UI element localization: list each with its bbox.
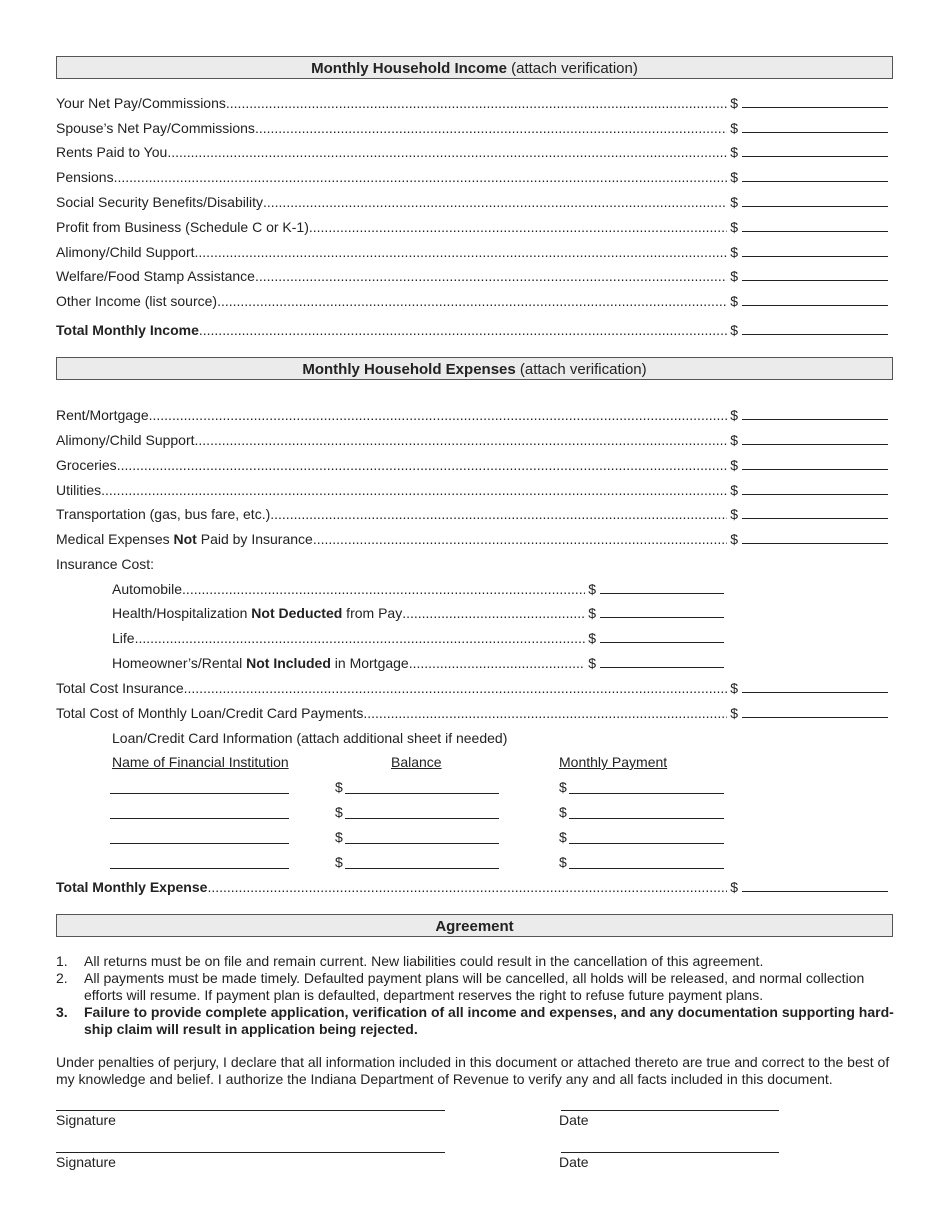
payment-field[interactable] — [569, 818, 724, 819]
agreement-item: 3. Failure to provide complete application, verification of all income and expenses, and any documentation supporting hard-ship claim will result in application being rejected. — [56, 1004, 894, 1037]
insurance-cost-label: Insurance Cost: — [56, 556, 155, 572]
expense-amount-field[interactable] — [742, 456, 888, 470]
balance-field[interactable] — [345, 818, 499, 819]
income-row: Other Income (list source) ..... $ — [56, 292, 888, 310]
institution-field[interactable] — [110, 868, 289, 869]
expense-row: Groceries ..... $ — [56, 456, 888, 474]
total-income-field[interactable] — [742, 321, 888, 335]
income-section-header — [56, 56, 893, 79]
insurance-amount-field[interactable] — [600, 604, 724, 618]
expenses-section-header — [56, 357, 893, 380]
agreement-header-title: Agreement — [435, 918, 514, 935]
col-institution-header: Name of Financial Institution — [112, 754, 289, 770]
insurance-row: Life ..... $ — [112, 629, 724, 647]
expense-amount-field[interactable] — [742, 481, 888, 495]
total-loan-field[interactable] — [742, 704, 888, 718]
income-amount-field[interactable] — [742, 292, 888, 306]
expense-amount-field[interactable] — [742, 505, 888, 519]
loan-info-label: Loan/Credit Card Information (attach additional sheet if needed) — [112, 730, 508, 746]
insurance-label: Automobile — [112, 581, 183, 597]
institution-field[interactable] — [110, 793, 289, 794]
perjury-declaration: Under penalties of perjury, I declare that all information included in this document or attached thereto are true and correct to the best of my knowledge and belief. I authorize the Indiana Department of Revenue to verify any and all facts included in this document. — [56, 1054, 890, 1087]
agreement-item: 1. All returns must be on file and remain current. New liabilities could result in the cancellation of this agreement. — [56, 953, 764, 969]
income-label: Pensions — [56, 169, 114, 185]
income-label: Welfare/Food Stamp Assistance — [56, 268, 255, 284]
expenses-header-note: (attach verification) — [515, 361, 647, 378]
total-expense-label: Total Monthly Expense — [56, 879, 208, 895]
income-amount-field[interactable] — [742, 267, 888, 281]
total-expense-row: Total Monthly Expense ..... $ — [56, 878, 888, 896]
expense-amount-field[interactable] — [742, 530, 888, 544]
balance-field[interactable] — [345, 843, 499, 844]
payment-field[interactable] — [569, 843, 724, 844]
income-amount-field[interactable] — [742, 143, 888, 157]
insurance-amount-field[interactable] — [600, 580, 724, 594]
col-payment-header: Monthly Payment — [559, 754, 668, 770]
expense-amount-field[interactable] — [742, 406, 888, 420]
date-line[interactable] — [561, 1152, 779, 1153]
income-row: Spouse’s Net Pay/Commissions ..... $ — [56, 119, 888, 137]
insurance-row: Homeowner’s/Rental Not Included in Mortgage ..... $ — [112, 654, 724, 672]
institution-field[interactable] — [110, 843, 289, 844]
balance-field[interactable] — [345, 793, 499, 794]
income-amount-field[interactable] — [742, 94, 888, 108]
expense-amount-field[interactable] — [742, 431, 888, 445]
expenses-header-title: Monthly Household Expenses — [302, 361, 516, 378]
insurance-row: Health/Hospitalization Not Deducted from Pay ..... $ — [112, 604, 724, 622]
income-label: Your Net Pay/Commissions — [56, 95, 226, 111]
expense-label: Rent/Mortgage — [56, 407, 149, 423]
date-label: Date — [559, 1154, 589, 1170]
insurance-label: Health/Hospitalization Not Deducted from Pay — [112, 605, 403, 621]
income-row: Social Security Benefits/Disability ..... $ — [56, 193, 888, 211]
total-loan-label: Total Cost of Monthly Loan/Credit Card Payments — [56, 705, 364, 721]
signature-label: Signature — [56, 1112, 116, 1128]
income-header-note: (attach verification) — [506, 60, 638, 77]
expense-row: Transportation (gas, bus fare, etc.) ..... $ — [56, 505, 888, 523]
expense-label: Alimony/Child Support — [56, 432, 195, 448]
income-row: Rents Paid to You ..... $ — [56, 143, 888, 161]
income-row: Profit from Business (Schedule C or K-1) ..... $ — [56, 218, 888, 236]
income-amount-field[interactable] — [742, 168, 888, 182]
income-label: Alimony/Child Support — [56, 244, 195, 260]
total-expense-field[interactable] — [742, 878, 888, 892]
expense-label: Groceries — [56, 457, 117, 473]
agreement-item: 2. All payments must be made timely. Defaulted payment plans will be cancelled, all holds will be released, and normal collection efforts will resume. If payment plan is defaulted, department reserves the right to refuse future payment plans. — [56, 970, 865, 1003]
date-label: Date — [559, 1112, 589, 1128]
payment-field[interactable] — [569, 793, 724, 794]
income-label: Spouse’s Net Pay/Commissions — [56, 120, 255, 136]
expense-row: Rent/Mortgage ..... $ — [56, 406, 888, 424]
total-loan-row: Total Cost of Monthly Loan/Credit Card Payments ..... $ — [56, 704, 888, 722]
income-header-title: Monthly Household Income — [311, 60, 507, 77]
expense-row: Alimony/Child Support ..... $ — [56, 431, 888, 449]
expense-row-medical: Medical Expenses Not Paid by Insurance ..... $ — [56, 530, 888, 548]
income-amount-field[interactable] — [742, 218, 888, 232]
income-label: Rents Paid to You — [56, 144, 168, 160]
expense-row: Utilities ..... $ — [56, 481, 888, 499]
expense-label: Utilities — [56, 482, 102, 498]
insurance-label: Life — [112, 630, 135, 646]
income-label: Profit from Business (Schedule C or K-1) — [56, 219, 309, 235]
total-insurance-label: Total Cost Insurance — [56, 680, 184, 696]
insurance-label: Homeowner’s/Rental Not Included in Mortgage — [112, 655, 409, 671]
income-row: Welfare/Food Stamp Assistance ..... $ — [56, 267, 888, 285]
total-insurance-field[interactable] — [742, 679, 888, 693]
income-label: Social Security Benefits/Disability — [56, 194, 263, 210]
balance-field[interactable] — [345, 868, 499, 869]
col-balance-header: Balance — [391, 754, 442, 770]
income-row: Pensions ..... $ — [56, 168, 888, 186]
expense-label: Transportation (gas, bus fare, etc.) — [56, 506, 271, 522]
insurance-amount-field[interactable] — [600, 629, 724, 643]
payment-field[interactable] — [569, 868, 724, 869]
insurance-row: Automobile ..... $ — [112, 580, 724, 598]
total-income-label: Total Monthly Income — [56, 322, 199, 338]
date-line[interactable] — [561, 1110, 779, 1111]
total-insurance-row: Total Cost Insurance ..... $ — [56, 679, 888, 697]
signature-label: Signature — [56, 1154, 116, 1170]
income-amount-field[interactable] — [742, 243, 888, 257]
total-income-row: Total Monthly Income ..... $ — [56, 321, 888, 339]
income-label: Other Income (list source) — [56, 293, 218, 309]
income-row: Your Net Pay/Commissions ..... $ — [56, 94, 888, 112]
income-row: Alimony/Child Support ..... $ — [56, 243, 888, 261]
institution-field[interactable] — [110, 818, 289, 819]
agreement-section-header — [56, 914, 893, 937]
income-amount-field[interactable] — [742, 119, 888, 133]
income-amount-field[interactable] — [742, 193, 888, 207]
insurance-amount-field[interactable] — [600, 654, 724, 668]
expense-label: Medical Expenses Not Paid by Insurance — [56, 531, 313, 547]
